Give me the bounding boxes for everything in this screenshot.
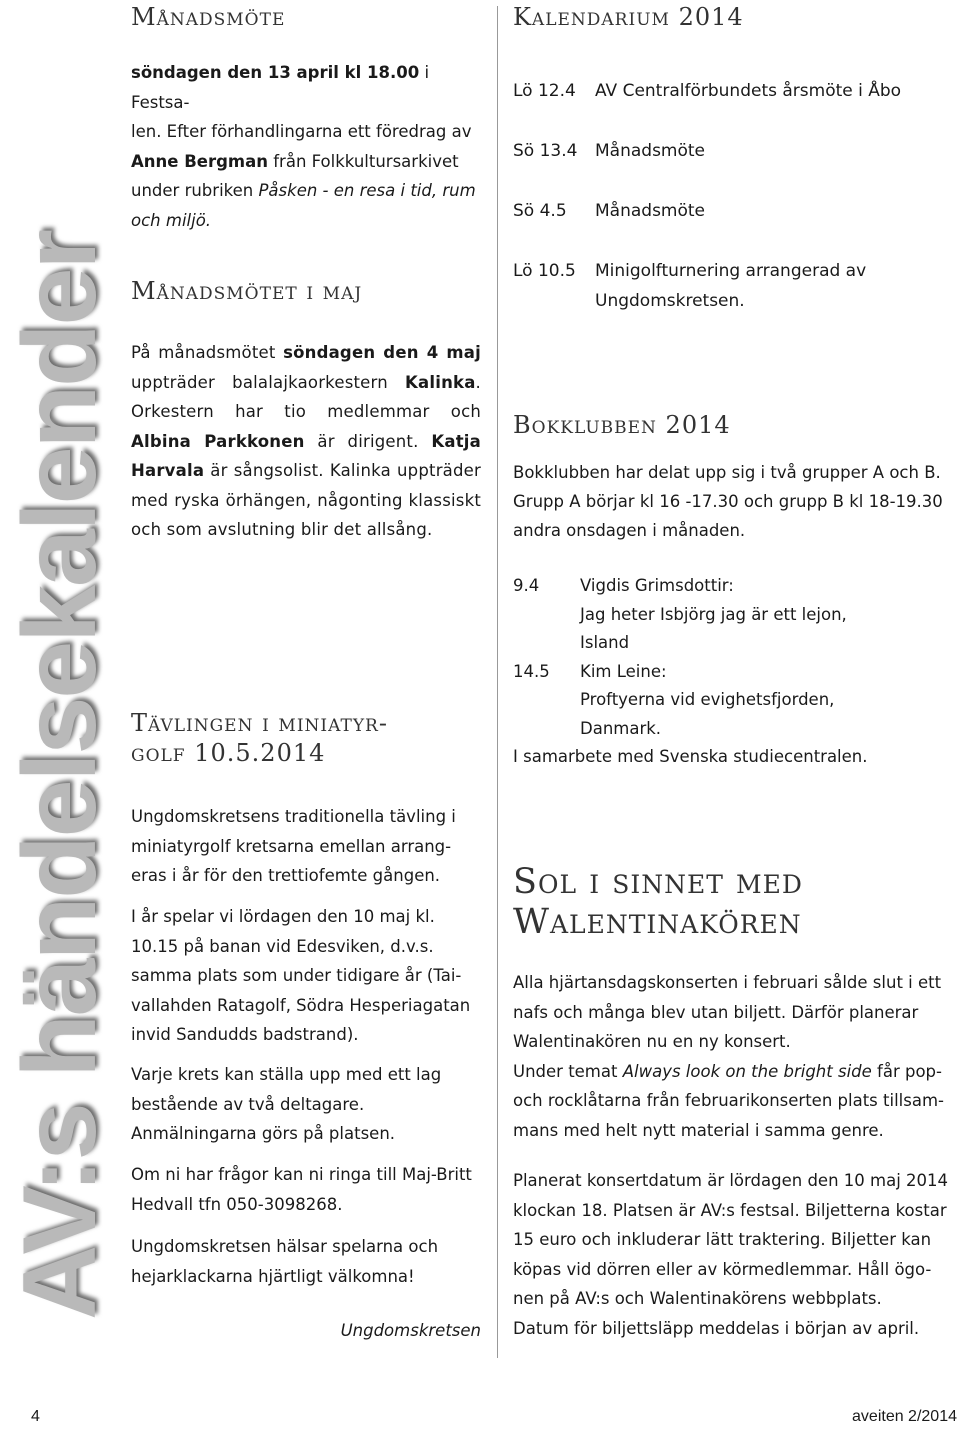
heading-bokklubben: Bokklubben 2014	[513, 411, 731, 439]
calendar-text: Månadsmöte	[595, 141, 706, 161]
maj-conductor: Albina Parkkonen	[131, 431, 305, 451]
calendar-item	[513, 196, 953, 226]
bokklubben-list	[513, 572, 953, 772]
book-text	[580, 658, 953, 744]
calendar-date: Lö 12.4	[513, 81, 576, 101]
minigolf-paragraph-4: Om ni har frågor kan ni ringa till Maj-Britt Hedvall tfn 050-3098268.	[131, 1165, 472, 1214]
heading-kalendarium: Kalendarium 2014	[513, 3, 744, 31]
manadsmote-speaker: Anne Bergman	[131, 151, 268, 171]
manadsmote-line3: från Folkkultursarkivet	[268, 151, 459, 171]
heading-minigolf-line2: golf 10.5.2014	[131, 739, 326, 767]
bokklubben-intro: Bokklubben har delat upp sig i två grupper A och B. Grupp A börjar kl 16 -17.30 och grupp B kl 18-19.30 andra onsdagen i månaden.	[513, 463, 943, 540]
manadsmote-topic-part1: Påsken - en resa i tid, rum	[258, 181, 476, 200]
calendar-item	[513, 256, 953, 316]
heading-walentina	[513, 862, 953, 942]
book-country: Danmark.	[580, 718, 662, 738]
walentina-theme: Always look on the bright side	[622, 1061, 872, 1081]
walentina-text-2	[513, 1166, 953, 1343]
minigolf-paragraph-3: Varje krets kan ställa upp med ett lag bestående av två deltagare. Anmälningarna görs på platsen.	[131, 1065, 442, 1143]
book-text	[580, 572, 953, 658]
manadsmote-line2: len. Efter förhandlingarna ett föredrag av	[131, 122, 472, 141]
heading-manadsmote: Månadsmöte	[131, 3, 286, 31]
maj-text	[131, 338, 481, 545]
walentina-paragraph-3: Planerat konsertdatum är lördagen den 10 maj 2014 klockan 18. Platsen är AV:s festsal. Biljetterna kostar 15 euro och inkluderar lätt traktering. Biljetter kan köpas vid dörren eller av körmedlemmar. Håll ögo-nen på AV:s och Walentinakörens webbplats.	[513, 1171, 949, 1308]
bokklubben-note: I samarbete med Svenska studiecentralen.	[513, 747, 868, 766]
book-author: Vigdis Grimsdottir:	[580, 576, 734, 595]
maj-date: söndagen den 4 maj	[283, 343, 481, 362]
manadsmote-text	[131, 58, 481, 235]
issue-label: aveiten 2/2014	[852, 1408, 957, 1425]
book-title: Jag heter Isbjörg jag är ett lejon,	[580, 604, 847, 624]
column-divider	[497, 6, 498, 1358]
maj-text-1: På månadsmötet	[131, 343, 284, 362]
walentina-paragraph-4: Datum för biljettsläpp meddelas i början av april.	[513, 1318, 920, 1338]
calendar-date: Sö 4.5	[513, 201, 567, 221]
heading-walentina-line2: Walentinakören	[513, 902, 802, 942]
maj-text-5: är sångsolist. Kalinka uppträder med ryska örhängen, någonting klassiskt och som avslutning blir det allsång.	[131, 461, 481, 539]
book-item	[513, 658, 953, 744]
manadsmote-line1: i Festsa-	[131, 63, 430, 112]
calendar-item	[513, 136, 953, 166]
book-date: 14.5	[513, 661, 550, 681]
kalendarium-list	[513, 76, 953, 316]
minigolf-signature: Ungdomskretsen	[340, 1321, 481, 1340]
calendar-text: AV Centralförbundets årsmöte i Åbo	[595, 81, 902, 101]
walentina-paragraph-1: Alla hjärtansdagskonserten i februari sålde slut i ett nafs och många blev utan biljett. Därför planerar Walentinakören nu en ny konsert.	[513, 973, 942, 1051]
minigolf-paragraph-1: Ungdomskretsens traditionella tävling i miniatyrgolf kretsarna emellan arrang-eras i år för den trettiofemte gången.	[131, 807, 456, 885]
maj-paragraph	[131, 338, 481, 545]
book-country: Island	[580, 633, 630, 652]
maj-soloist: Katja Harvala	[131, 431, 481, 480]
maj-text-4: är dirigent.	[304, 431, 432, 451]
minigolf-paragraph-2: I år spelar vi lördagen den 10 maj kl. 10.15 på banan vid Edesviken, d.v.s. samma plats som under tidigare år (Tai-vallahden Ratagolf, Södra Hesperiagatan invid Sandudds badstrand).	[131, 907, 471, 1044]
manadsmote-line4: under rubriken	[131, 181, 259, 200]
heading-minigolf	[131, 708, 481, 768]
sidebar-title-area	[0, 0, 120, 1330]
calendar-item	[513, 76, 953, 106]
book-date: 9.4	[513, 576, 540, 595]
walentina-p2-start: Under temat	[513, 1061, 623, 1081]
book-author: Kim Leine:	[580, 661, 667, 681]
walentina-paragraph-2	[513, 1057, 953, 1146]
calendar-text: Minigolfturnering arrangerad av Ungdomskretsen.	[595, 261, 867, 311]
calendar-date: Sö 13.4	[513, 141, 578, 161]
calendar-date: Lö 10.5	[513, 261, 576, 281]
maj-orchestra: Kalinka	[405, 372, 476, 392]
book-title: Proftyerna vid evighetsfjorden,	[580, 690, 835, 709]
walentina-p2-end: får pop- och rocklåtarna från februarikonserten plats tillsam-mans med helt nytt material i samma genre.	[513, 1061, 944, 1140]
heading-minigolf-line1: Tävlingen i miniatyr-	[131, 709, 388, 737]
sidebar-title: AV:s händelsekalender	[2, 231, 118, 1320]
heading-maj: Månadsmötet i maj	[131, 277, 363, 305]
book-item	[513, 572, 953, 658]
minigolf-paragraph-5: Ungdomskretsen hälsar spelarna och hejarklackarna hjärtligt välkomna!	[131, 1237, 439, 1286]
manadsmote-topic-part2: och miljö.	[131, 210, 212, 230]
walentina-text-1	[513, 968, 953, 1145]
page-number: 4	[31, 1408, 40, 1425]
heading-walentina-line1: Sol i sinnet med	[513, 862, 803, 902]
book-note	[513, 743, 953, 772]
maj-text-2: uppträder balalajkaorkestern	[131, 372, 406, 392]
maj-text-3: . Orkestern har tio medlemmar och	[131, 372, 481, 421]
calendar-text: Månadsmöte	[595, 201, 706, 221]
manadsmote-date: söndagen den 13 april kl 18.00	[131, 63, 420, 82]
